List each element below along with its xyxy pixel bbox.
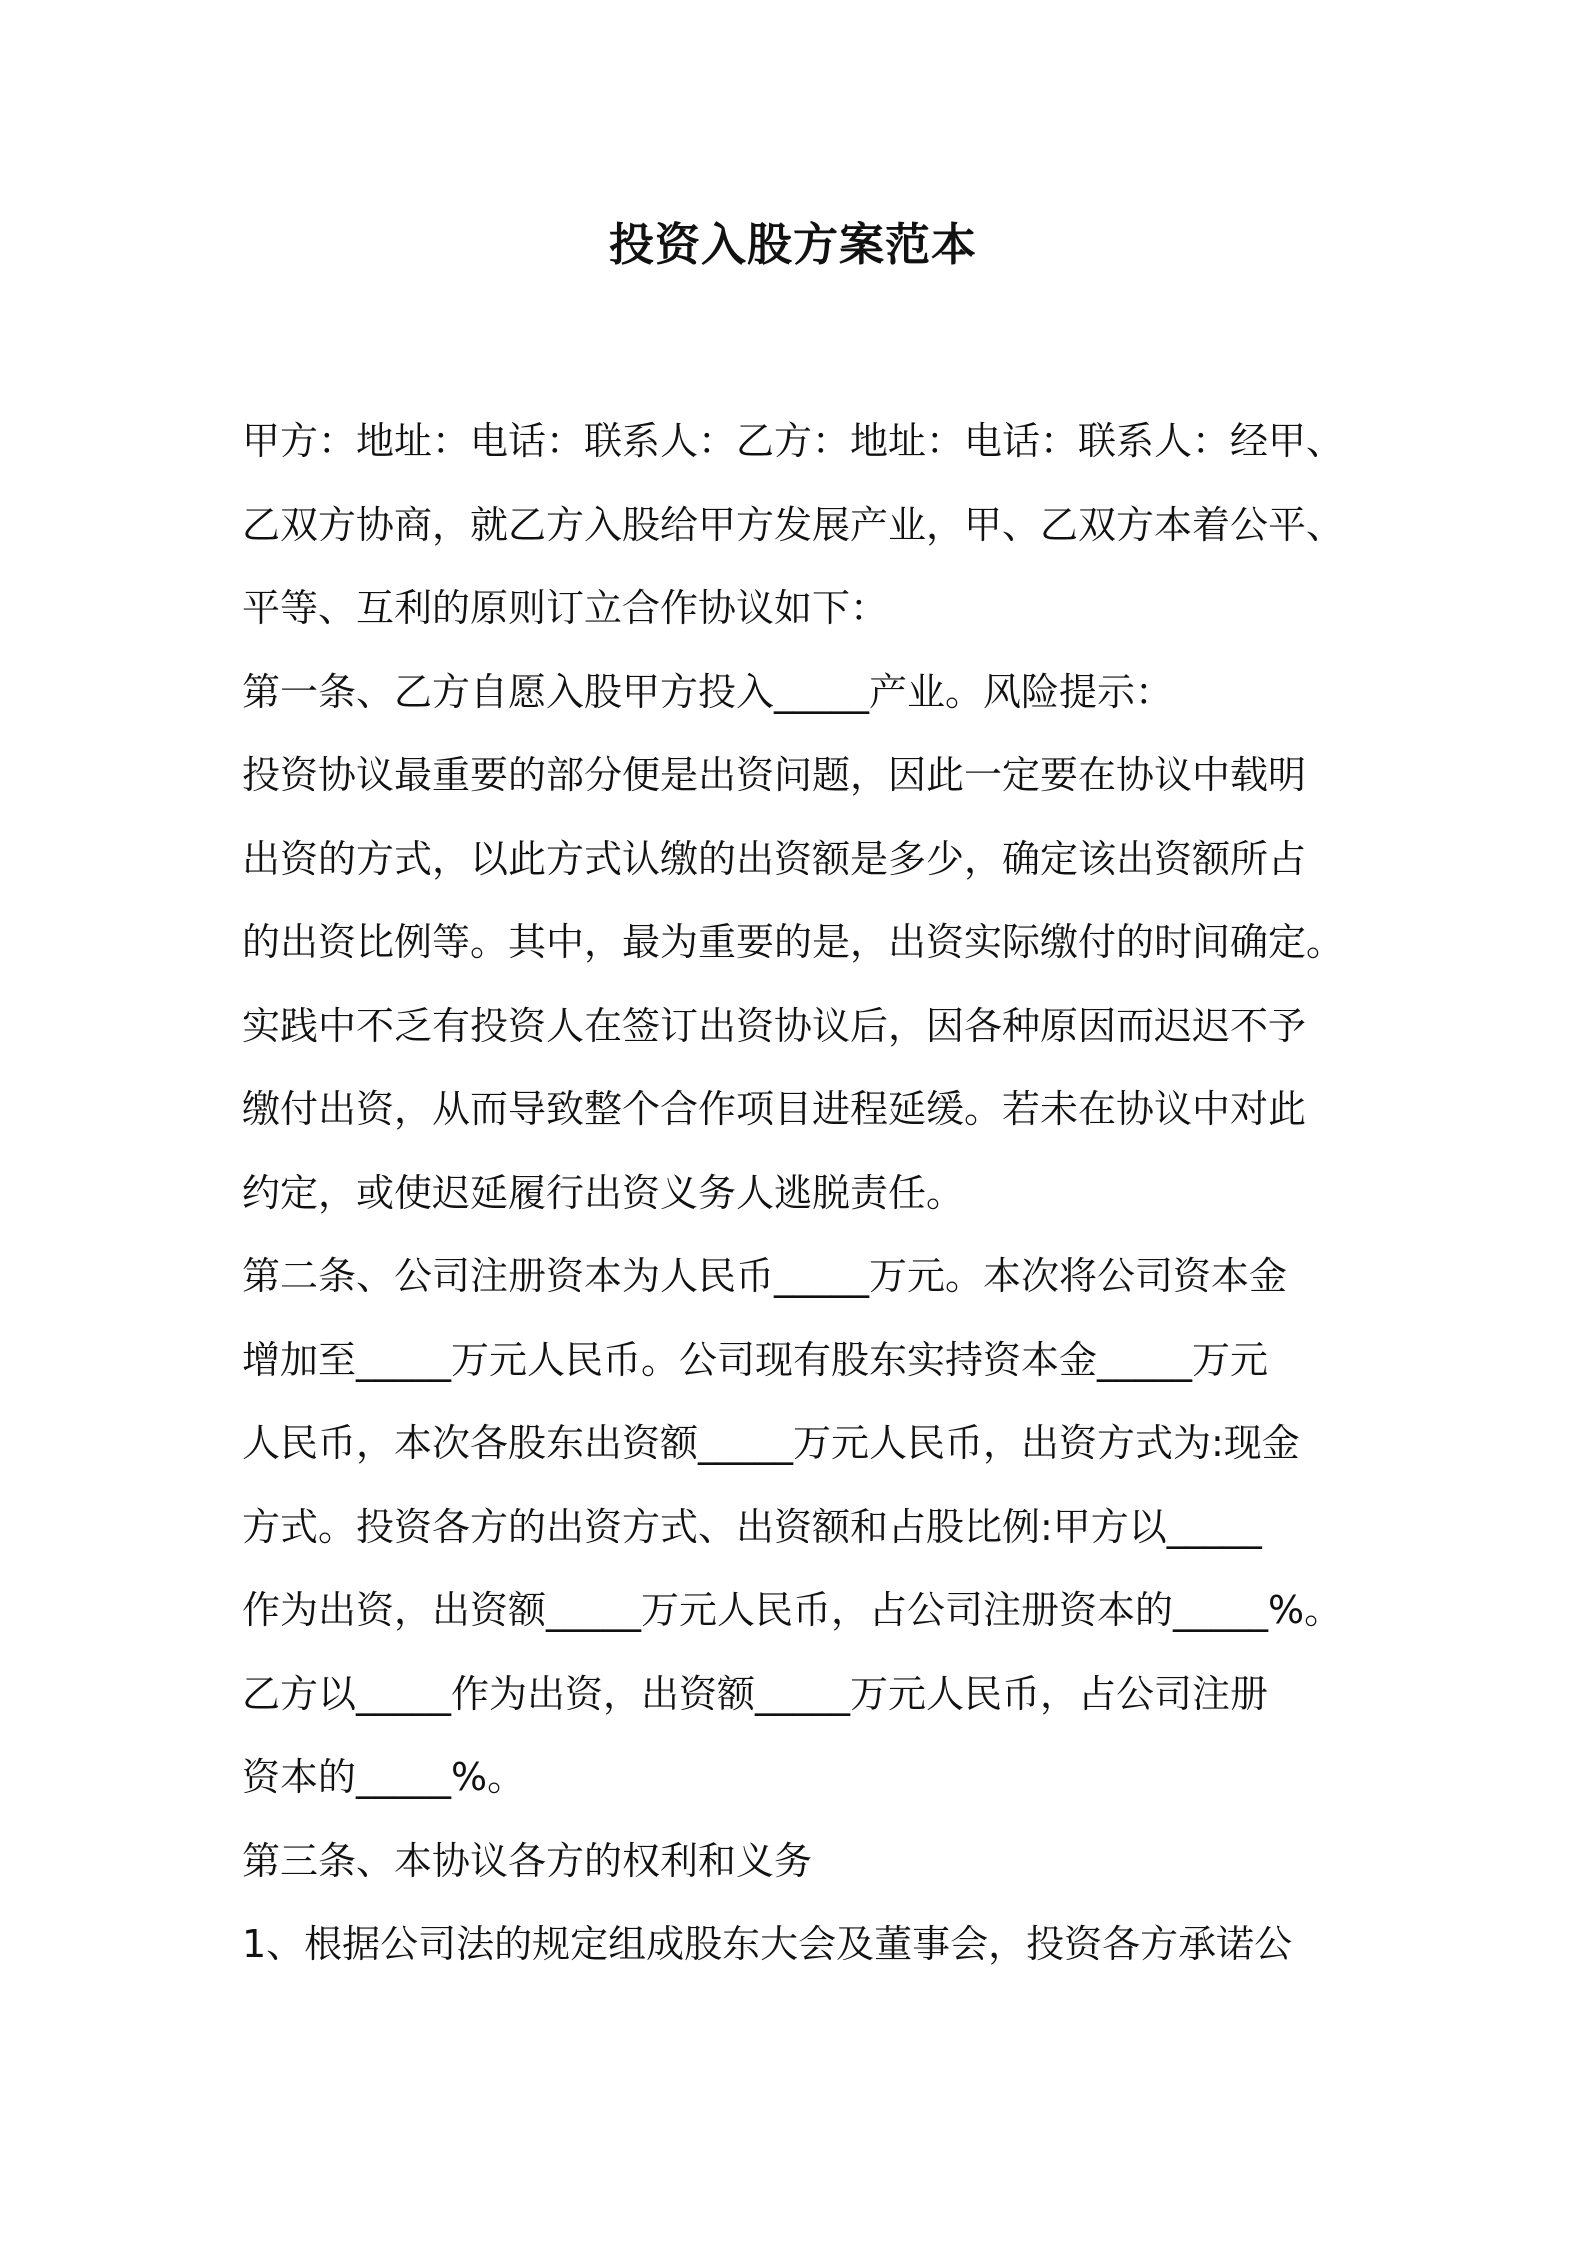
text-line: 乙双方协商，就乙方入股给甲方发展产业，甲、乙双方本着公平、 bbox=[242, 502, 1345, 547]
text-line: 第一条、乙方自愿入股甲方投入_____产业。风险提示： bbox=[242, 669, 1174, 714]
text-line: 约定，或使迟延履行出资义务人逃脱责任。 bbox=[242, 1170, 965, 1215]
text-line: 甲方：地址：电话：联系人：乙方：地址：电话：联系人：经甲、 bbox=[242, 419, 1345, 463]
text-line: 的出资比例等。其中，最为重要的是，出资实际缴付的时间确定。 bbox=[242, 920, 1345, 964]
document-body bbox=[242, 400, 1362, 1987]
text-line: 出资的方式，以此方式认缴的出资额是多少，确定该出资额所占 bbox=[242, 836, 1307, 881]
text-line: 第三条、本协议各方的权利和义务 bbox=[242, 1838, 813, 1883]
text-line: 投资协议最重要的部分便是出资问题，因此一定要在协议中载明 bbox=[242, 753, 1307, 797]
text-line: 平等、互利的原则订立合作协议如下： bbox=[242, 586, 889, 630]
text-line: 缴付出资，从而导致整个合作项目进程延缓。若未在协议中对此 bbox=[242, 1087, 1307, 1131]
text-line: 乙方以_____作为出资，出资额_____万元人民币，占公司注册 bbox=[242, 1671, 1269, 1716]
text-line: 1、根据公司法的规定组成股东大会及董事会，投资各方承诺公 bbox=[242, 1922, 1293, 1966]
text-line: 增加至_____万元人民币。公司现有股东实持资本金_____万元 bbox=[242, 1337, 1269, 1382]
text-line: 作为出资，出资额_____万元人民币，占公司注册资本的_____%。 bbox=[242, 1588, 1343, 1632]
text-line: 实践中不乏有投资人在签订出资协议后，因各种原因而迟迟不予 bbox=[242, 1003, 1307, 1048]
text-line: 方式。投资各方的出资方式、出资额和占股比例:甲方以_____ bbox=[242, 1504, 1262, 1549]
text-line: 第二条、公司注册资本为人民币_____万元。本次将公司资本金 bbox=[242, 1254, 1288, 1298]
text-line: 人民币，本次各股东出资额_____万元人民币，出资方式为:现金 bbox=[242, 1421, 1300, 1465]
text-line: 资本的_____%。 bbox=[242, 1755, 526, 1799]
document-title: 投资入股方案范本 bbox=[608, 218, 977, 271]
